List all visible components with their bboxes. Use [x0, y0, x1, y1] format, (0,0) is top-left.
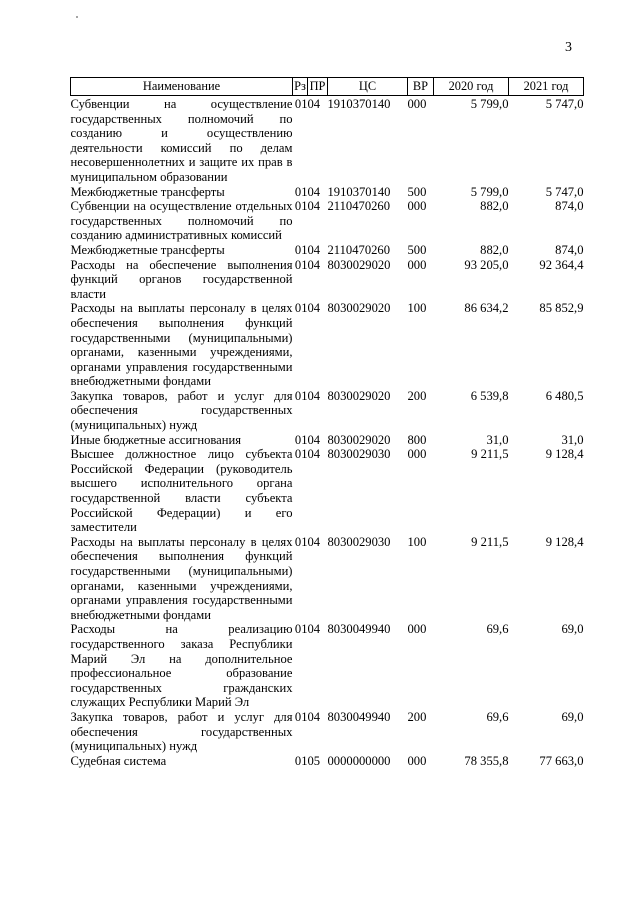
cell-vr: 000: [407, 753, 427, 768]
cell-y2020: 69,6: [486, 709, 509, 724]
cell-y2020: 31,0: [486, 432, 509, 447]
cell-y2020: 882,0: [480, 199, 509, 214]
cell-cs: 2110470260: [327, 199, 391, 214]
table-row: [71, 243, 584, 258]
budget-table: [70, 77, 584, 768]
cell-cs: 8030029030: [327, 447, 391, 462]
cell-pr: 04: [307, 242, 321, 257]
cell-y2020: 9 211,5: [471, 447, 509, 462]
cell-cs: 0000000000: [327, 753, 391, 768]
cell-y2021: 9 128,4: [545, 534, 584, 549]
table-row: [71, 389, 584, 433]
cell-name: Судебная система: [70, 753, 167, 768]
cell-rz: 01: [294, 709, 308, 724]
table-row: [71, 754, 584, 769]
cell-y2021: 874,0: [555, 199, 584, 214]
cell-y2021: 6 480,5: [545, 388, 584, 403]
header-2020: 2020 год: [434, 78, 509, 96]
cell-y2021: 874,0: [555, 242, 584, 257]
cell-y2020: 86 634,2: [464, 301, 509, 316]
cell-y2021: 69,0: [561, 709, 584, 724]
cell-vr: 800: [407, 432, 427, 447]
cell-vr: 000: [407, 257, 427, 272]
cell-cs: 8030029020: [327, 432, 391, 447]
cell-y2020: 69,6: [486, 622, 509, 637]
cell-name: Межбюджетные трансферты: [70, 242, 225, 257]
table-row: [71, 622, 584, 710]
cell-cs: 8030029020: [327, 257, 391, 272]
table-row: [71, 447, 584, 535]
cell-rz: 01: [294, 184, 308, 199]
header-vr: ВР: [408, 78, 434, 96]
cell-pr: 04: [307, 622, 321, 637]
cell-pr: 04: [307, 301, 321, 316]
cell-y2020: 882,0: [480, 242, 509, 257]
cell-y2020: 9 211,5: [471, 534, 509, 549]
cell-cs: 2110470260: [327, 242, 391, 257]
cell-vr: 000: [407, 447, 427, 462]
cell-y2021: 69,0: [561, 622, 584, 637]
cell-pr: 04: [307, 534, 321, 549]
table-header: [71, 78, 584, 96]
cell-y2021: 5 747,0: [545, 97, 584, 111]
cell-cs: 8030049940: [327, 622, 391, 637]
cell-y2020: 6 539,8: [470, 388, 509, 403]
cell-rz: 01: [294, 388, 308, 403]
cell-pr: 04: [307, 709, 321, 724]
cell-vr: 500: [407, 242, 427, 257]
table-row: [71, 535, 584, 623]
cell-name: Иные бюджетные ассигнования: [70, 432, 242, 447]
cell-y2021: 9 128,4: [545, 447, 584, 462]
cell-vr: 100: [407, 301, 427, 316]
table-row: [71, 433, 584, 448]
cell-rz: 01: [294, 447, 308, 462]
cell-vr: 500: [407, 184, 427, 199]
cell-name: Расходы на выплаты персоналу в целях обеспечения выполнения функций государственными (муниципальными) органами, казенными учреждениями, органами управления государственными внебюджетными фондами: [70, 301, 293, 389]
cell-name: Высшее должностное лицо субъекта Российской Федерации (руководитель высшего исполнительного органа государственной власти субъекта Российской Федерации) и его заместители: [70, 447, 293, 535]
cell-pr: 05: [307, 753, 321, 768]
cell-y2020: 93 205,0: [464, 257, 509, 272]
cell-y2021: 85 852,9: [539, 301, 584, 316]
header-cs: ЦС: [328, 78, 408, 96]
cell-rz: 01: [294, 97, 308, 111]
table-row: [71, 96, 584, 185]
cell-cs: 8030049940: [327, 709, 391, 724]
cell-name: Субвенции на осуществление государственных полномочий по созданию и осуществлению деятельности комиссий по делам несовершеннолетних и защите их прав в муниципальном образовании: [70, 97, 293, 184]
table-row: [71, 258, 584, 302]
header-pr: ПР: [308, 78, 328, 96]
cell-rz: 01: [294, 301, 308, 316]
table-row: [71, 185, 584, 200]
cell-pr: 04: [307, 199, 321, 214]
cell-pr: 04: [307, 257, 321, 272]
cell-cs: 1910370140: [327, 97, 391, 111]
table-body: [71, 96, 584, 769]
cell-y2021: 92 364,4: [539, 257, 584, 272]
cell-vr: 000: [407, 97, 427, 111]
cell-vr: 200: [407, 709, 427, 724]
cell-name: Субвенции на осуществление отдельных государственных полномочий по созданию административных комиссий: [70, 199, 293, 243]
cell-rz: 01: [294, 534, 308, 549]
table-row: [71, 301, 584, 389]
cell-rz: 01: [294, 242, 308, 257]
page-number: 3: [565, 40, 572, 55]
header-rz: Рз: [293, 78, 308, 96]
cell-cs: 8030029030: [327, 534, 391, 549]
cell-name: Межбюджетные трансферты: [70, 184, 225, 199]
header-name: Наименование: [71, 78, 293, 96]
scan-dot-mark: [76, 16, 78, 18]
header-2021: 2021 год: [509, 78, 584, 96]
cell-name: Расходы на реализацию государственного заказа Республики Марий Эл на дополнительное профессиональное образование государственных гражданских служащих Республики Марий Эл: [70, 622, 293, 710]
cell-y2021: 77 663,0: [539, 753, 584, 768]
cell-pr: 04: [307, 388, 321, 403]
cell-pr: 04: [307, 447, 321, 462]
cell-rz: 01: [294, 622, 308, 637]
cell-y2020: 5 799,0: [470, 184, 509, 199]
cell-rz: 01: [294, 257, 308, 272]
cell-y2020: 78 355,8: [464, 753, 509, 768]
cell-name: Закупка товаров, работ и услуг для обеспечения государственных (муниципальных) нужд: [70, 709, 293, 754]
cell-y2021: 31,0: [561, 432, 584, 447]
cell-cs: 1910370140: [327, 184, 391, 199]
cell-pr: 04: [307, 184, 321, 199]
cell-rz: 01: [294, 199, 308, 214]
cell-name: Расходы на выплаты персоналу в целях обеспечения выполнения функций государственными (муниципальными) органами, казенными учреждениями, органами управления государственными внебюджетными фондами: [70, 534, 293, 622]
cell-rz: 01: [294, 753, 308, 768]
cell-vr: 100: [407, 534, 427, 549]
cell-pr: 04: [307, 432, 321, 447]
cell-rz: 01: [294, 432, 308, 447]
cell-vr: 000: [407, 199, 427, 214]
cell-y2020: 5 799,0: [470, 97, 509, 111]
cell-vr: 000: [407, 622, 427, 637]
cell-y2021: 5 747,0: [545, 184, 584, 199]
cell-name: Расходы на обеспечение выполнения функций органов государственной власти: [70, 257, 293, 301]
cell-pr: 04: [307, 97, 321, 111]
table-row: [71, 710, 584, 754]
cell-cs: 8030029020: [327, 301, 391, 316]
cell-name: Закупка товаров, работ и услуг для обеспечения государственных (муниципальных) нужд: [70, 388, 293, 433]
cell-cs: 8030029020: [327, 388, 391, 403]
cell-vr: 200: [407, 388, 427, 403]
table-row: [71, 199, 584, 243]
